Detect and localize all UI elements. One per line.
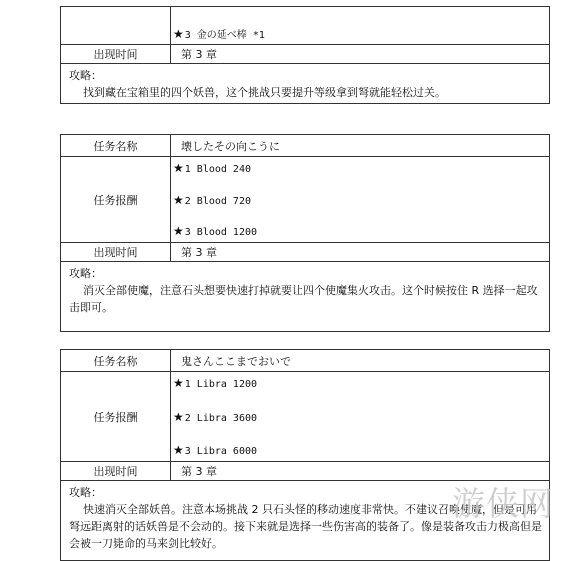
chapter-row [61, 242, 549, 261]
reward-item-1 [173, 376, 257, 390]
strategy-text: 消灭全部使魔，注意石头想要快速打掉就要让四个使魔集火攻击。这个时候按住 R 选择一起攻击即可。 [69, 284, 538, 314]
reward-row [61, 7, 549, 44]
strategy-note [61, 64, 452, 103]
strategy-label: 攻略： [69, 267, 102, 280]
reward-item-2 [173, 410, 257, 424]
star-icon: ★ [173, 443, 184, 457]
star-icon: ★ [173, 161, 184, 175]
reward-text: 3 Blood 1200 [184, 227, 258, 238]
reward-value-cell [171, 7, 549, 44]
reward-item-3 [173, 443, 257, 457]
star-icon: ★ [173, 192, 184, 207]
reward-label: 任务报酬 [61, 157, 171, 242]
star-icon: ★ [173, 224, 184, 238]
reward-item-1 [173, 161, 251, 175]
strategy-row [61, 63, 549, 103]
star-icon: ★ [173, 409, 184, 424]
chapter-label: 出现时间 [61, 45, 171, 63]
name-label: 任务名称 [61, 135, 171, 156]
name-value: 壊したその向こうに [181, 139, 280, 153]
chapter-value: 第 3 章 [181, 465, 217, 478]
chapter-value: 第 3 章 [181, 48, 217, 61]
name-label: 任务名称 [61, 350, 171, 371]
name-value: 鬼さんここまでおいで [181, 354, 291, 368]
strategy-text: 找到藏在宝箱里的四个妖兽，这个挑战只要提升等级拿到弩就能轻松过关。 [83, 86, 446, 99]
watermark-logo: 游侠网 [452, 484, 554, 523]
chapter-row [61, 44, 549, 63]
reward-row [61, 371, 549, 461]
mission-table-1 [60, 6, 550, 104]
reward-text: 1 Blood 240 [184, 164, 251, 175]
reward-label-cell [61, 7, 171, 44]
mission-table-3 [60, 349, 550, 561]
reward-label: 任务报酬 [61, 372, 171, 461]
reward-item-2 [173, 193, 251, 207]
mission-table-2 [60, 134, 550, 332]
star-icon: ★ [173, 376, 184, 390]
reward-text: 2 Blood 720 [184, 195, 251, 207]
chapter-label: 出现时间 [61, 462, 171, 480]
name-row [61, 135, 549, 156]
strategy-text: 快速消灭全部妖兽。注意本场挑战 2 只石头怪的移动速度非常快。不建议召唤使魔，但是可用弩远距离射的话妖兽是不会动的。接下来就是选择一些伤害高的装备了。像是装备攻击力极高但是会被一刀毙命的马来剑比较好。 [69, 503, 542, 550]
reward-list [171, 372, 549, 461]
reward-text: 2 Libra 3600 [184, 412, 258, 424]
chapter-value: 第 3 章 [181, 246, 217, 259]
reward-row [61, 156, 549, 242]
strategy-row [61, 261, 549, 331]
reward-list [171, 157, 549, 242]
reward-item-3 [173, 224, 257, 238]
reward-text: 3 Libra 6000 [184, 446, 258, 457]
chapter-label: 出现时间 [61, 243, 171, 261]
star-icon: ★ [173, 27, 184, 41]
strategy-note [61, 262, 549, 331]
reward-text: 3 金の延べ棒 *1 [184, 30, 265, 41]
strategy-label: 攻略： [69, 69, 102, 82]
reward-text: 1 Libra 1200 [184, 379, 258, 390]
strategy-label: 攻略： [69, 486, 102, 499]
name-row [61, 350, 549, 371]
